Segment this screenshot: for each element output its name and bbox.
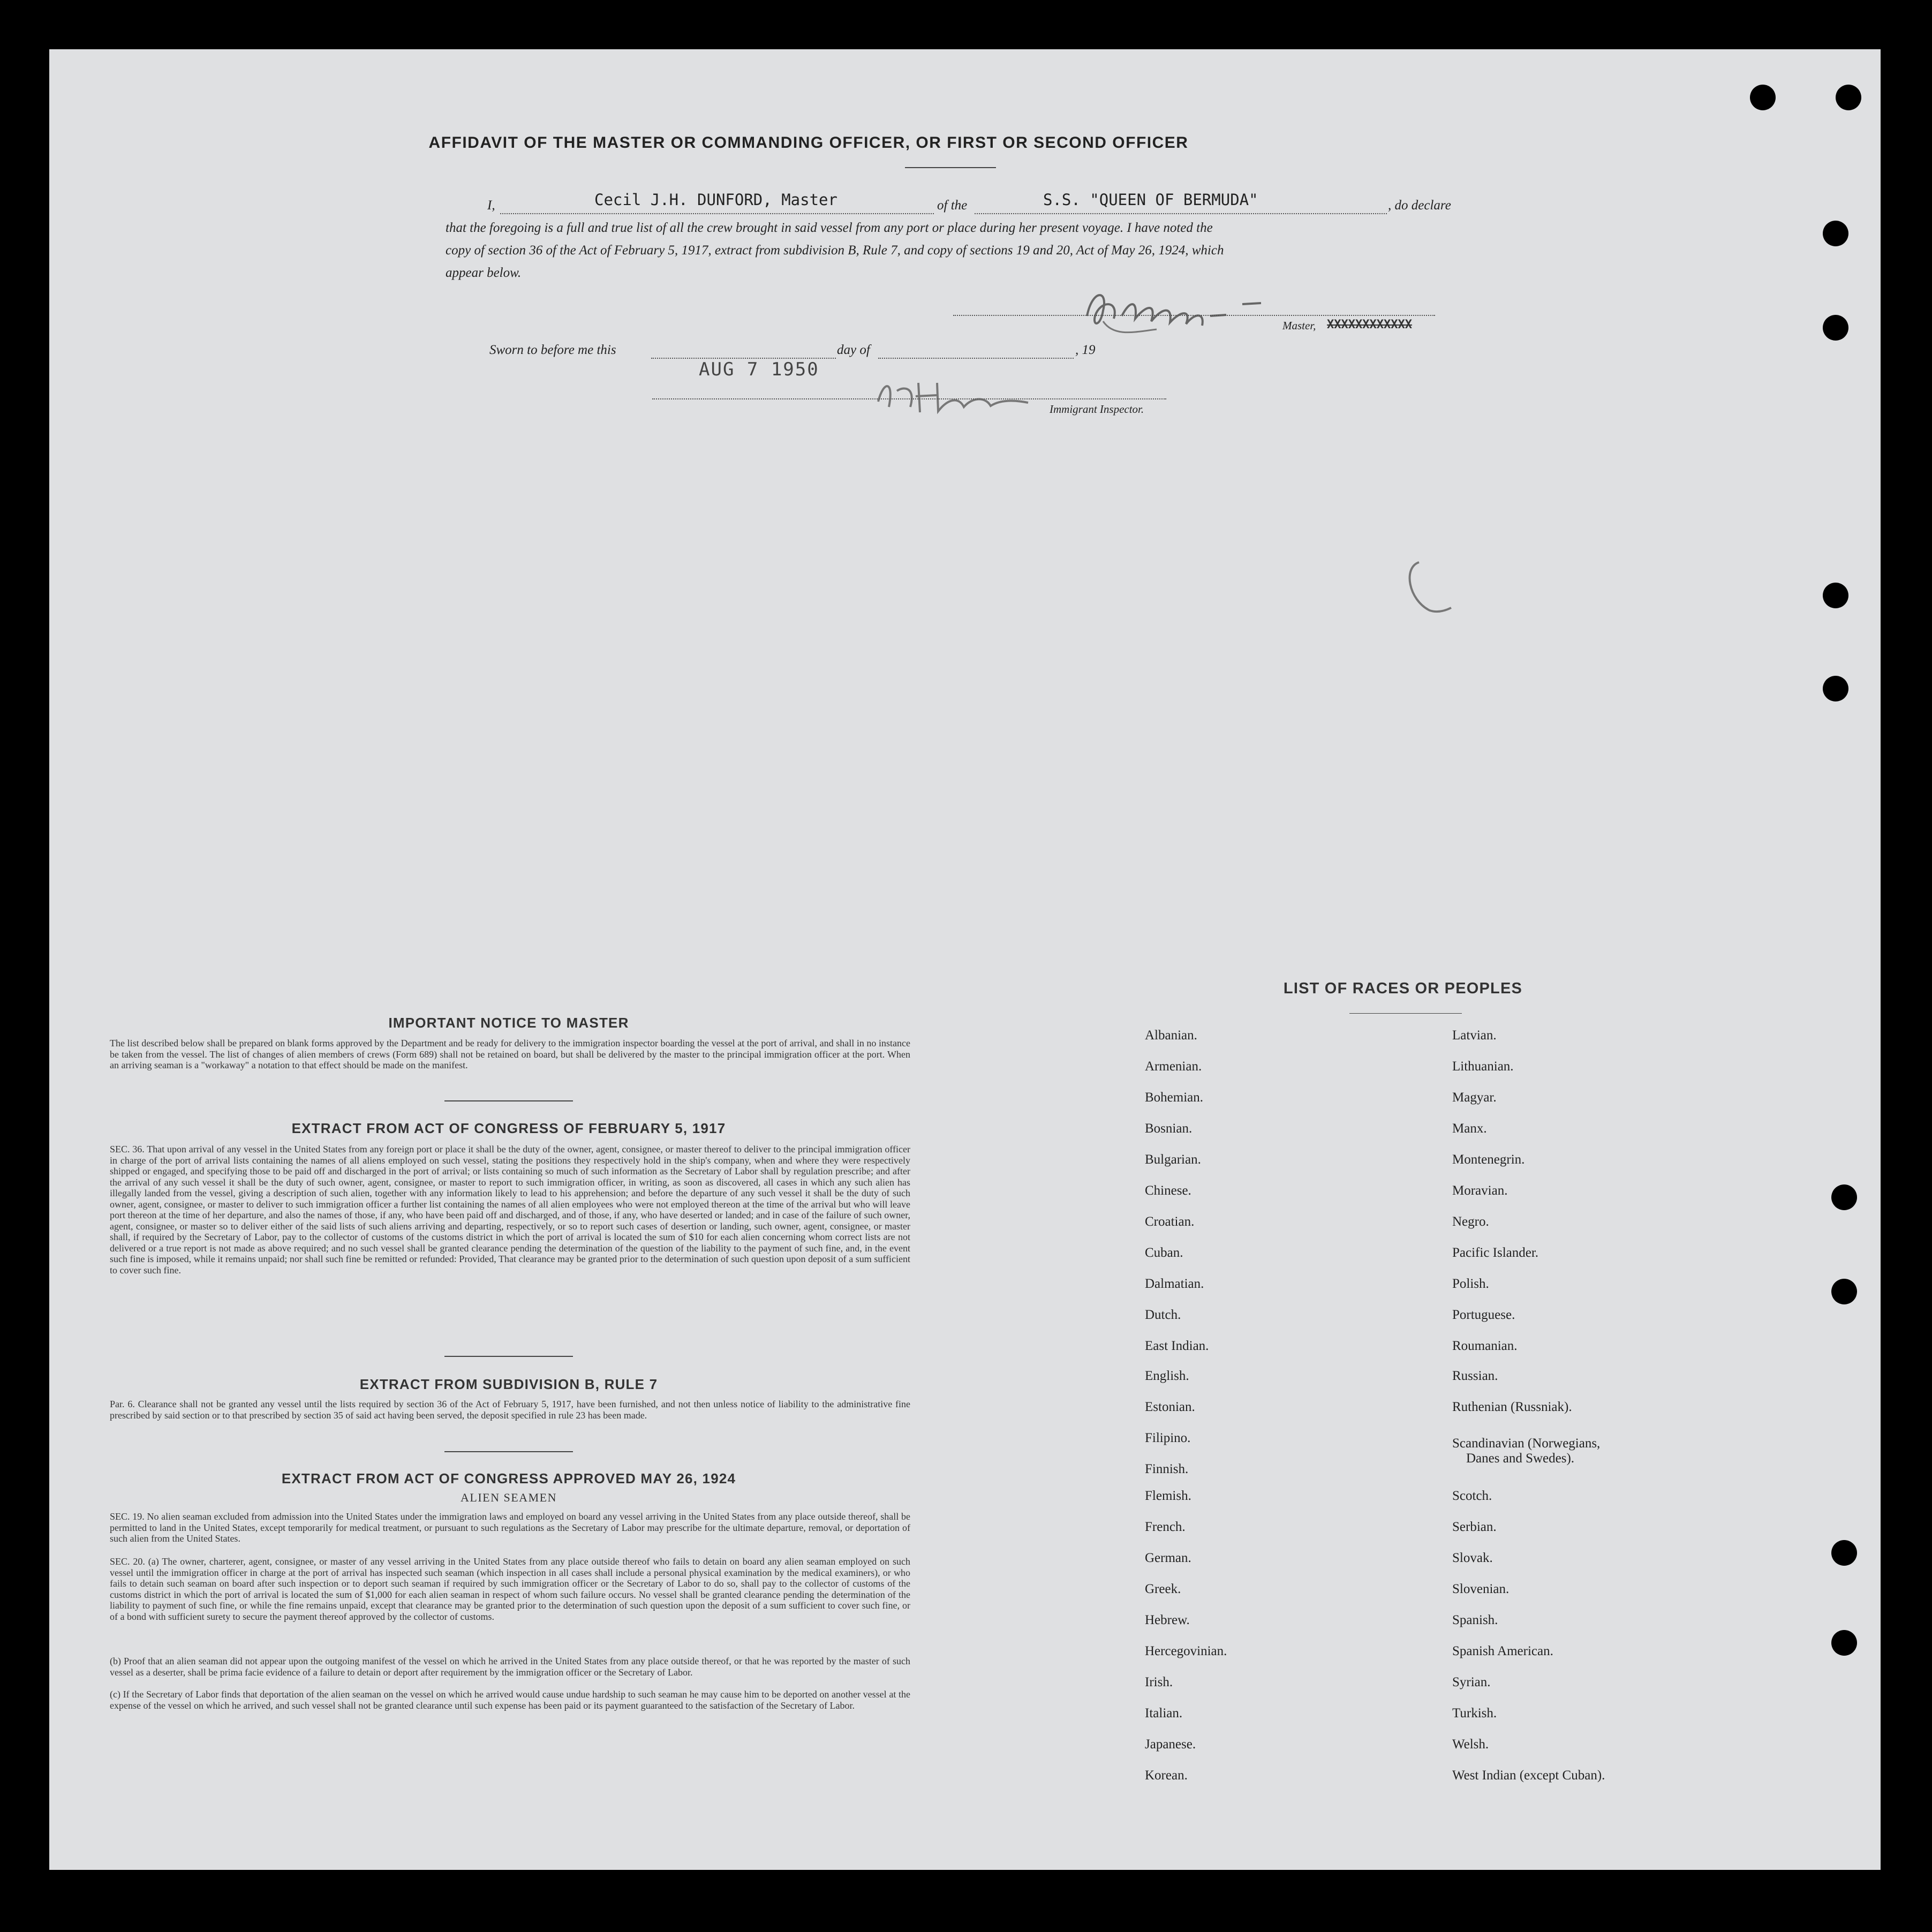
- master-caption-struck: XXXXXXXXXXXX: [1327, 318, 1412, 331]
- master-caption: Master,: [1282, 319, 1316, 332]
- race-item: Moravian.: [1452, 1183, 1508, 1198]
- race-item: Polish.: [1452, 1277, 1489, 1291]
- race-item: Slovenian.: [1452, 1582, 1510, 1596]
- race-item: Hercegovinian.: [1145, 1644, 1227, 1658]
- race-item: Scandinavian (Norwegians,: [1452, 1436, 1601, 1451]
- race-item: Syrian.: [1452, 1675, 1491, 1689]
- punch-hole: [1823, 676, 1848, 701]
- punch-hole: [1823, 221, 1848, 246]
- race-item: Irish.: [1145, 1675, 1173, 1689]
- race-item: Spanish.: [1452, 1613, 1498, 1627]
- races-heading: LIST OF RACES OR PEOPLES: [1283, 980, 1523, 997]
- master-signature-line: [953, 315, 1435, 316]
- race-item: Armenian.: [1145, 1059, 1202, 1074]
- punch-hole: [1831, 1540, 1857, 1566]
- vessel-line: [975, 213, 1387, 214]
- notice-heading: IMPORTANT NOTICE TO MASTER: [388, 1015, 629, 1031]
- sworn-label: Sworn to before me this: [489, 343, 616, 357]
- act1924-sec20a: SEC. 20. (a) The owner, charterer, agent, consignee, or master of any vessel arriving in the United States from any place outside thereof who fails to detain on board any alien seaman employed on such vessel until the immigration officer in charge at the port of arrival has inspected such seaman (which inspection in all cases shall include a personal physical examination by the medical examiners), or who fails to detain such seaman on board after such inspection or to deport such seaman if required by such immigration officer or the Secretary of Labor to do so, shall pay to the collector of customs of the customs district in which the port of arrival is located the sum of $1,000 for each alien seaman in respect of whom such failure occurs. No vessel shall be granted clearance pending the determination of the liability to payment of such fine, or while the fine remains unpaid, except that clearance may be granted prior to the determination of such question upon the deposit of a sum sufficient to cover such fine, or of a bond with sufficient surety to secure the payment thereof approved by the collector of customs.: [110, 1556, 910, 1622]
- race-item: Slovak.: [1452, 1551, 1493, 1565]
- race-item: French.: [1145, 1520, 1186, 1534]
- inspector-signature-line: [652, 398, 1166, 399]
- affidavit-line-2: that the foregoing is a full and true list of all the crew brought in said vessel from any port or place during her present voyage. I have noted the: [446, 221, 1213, 235]
- act1924-sec19: SEC. 19. No alien seaman excluded from admission into the United States under the immigration laws and employed on board any vessel arriving in the United States from any place outside thereof, shall be permitted to land in the United States, except temporarily for medical treatment, or pursuant to such regulations as the Secretary of Labor may prescribe for the ultimate departure, removal, or deportation of such alien from the United States.: [110, 1511, 910, 1544]
- affidavit-do-declare: , do declare: [1388, 198, 1451, 213]
- notice-divider: [444, 1100, 573, 1101]
- sworn-month-line: [878, 358, 1074, 359]
- race-item: Welsh.: [1452, 1737, 1489, 1752]
- race-item: Serbian.: [1452, 1520, 1497, 1534]
- race-item: Pacific Islander.: [1452, 1246, 1539, 1260]
- race-item: West Indian (except Cuban).: [1452, 1768, 1605, 1783]
- race-item: Chinese.: [1145, 1183, 1191, 1198]
- master-name-value: Cecil J.H. DUNFORD, Master: [594, 191, 837, 209]
- title-divider: [905, 167, 996, 168]
- vessel-name-value: S.S. "QUEEN OF BERMUDA": [1043, 191, 1258, 209]
- race-item: Cuban.: [1145, 1246, 1183, 1260]
- affidavit-of-the: of the: [937, 198, 968, 213]
- day-of-label: day of: [837, 343, 870, 357]
- affidavit-line-4: appear below.: [446, 266, 522, 280]
- race-item: Hebrew.: [1145, 1613, 1190, 1627]
- act1924-sec20c: (c) If the Secretary of Labor finds that deportation of the alien seaman on the vessel on which he arrived would cause undue hardship to such seaman he may cause him to be deported on another vessel at the expense of the vessel on which he arrived, and such vessel shall not be granted clearance until such expense has been paid or its payment guaranteed to the satisfaction of the Secretary of Labor.: [110, 1689, 910, 1711]
- date-stamp: AUG 7 1950: [699, 359, 819, 380]
- race-item: Italian.: [1145, 1706, 1183, 1720]
- inspector-caption: Immigrant Inspector.: [1050, 403, 1144, 416]
- stray-mark: [1398, 557, 1462, 621]
- notice-text: The list described below shall be prepared on blank forms approved by the Department and be ready for delivery to the immigration inspector boarding the vessel at the port of arrival, and shall in no instance be taken from the vessel. The list of changes of alien members of crews (Form 689) shall not be retained on board, but shall be delivered by the master to the principal immigration officer at the port. When an arriving seaman is a "workaway" a notation to that effect should be made on the manifest.: [110, 1038, 910, 1070]
- race-item: Danes and Swedes).: [1466, 1451, 1575, 1466]
- master-signature: [1071, 278, 1296, 337]
- race-item: Latvian.: [1452, 1028, 1497, 1043]
- race-item: Lithuanian.: [1452, 1059, 1514, 1074]
- race-item: Finnish.: [1145, 1462, 1189, 1476]
- race-item: Albanian.: [1145, 1028, 1197, 1043]
- act1917-text: SEC. 36. That upon arrival of any vessel in the United States from any foreign port or place it shall be the duty of the owner, agent, consignee, or master thereof to deliver to the principal immigration officer in charge of the port of arrival lists containing the names of all aliens employed on such vessel, stating the positions they respectively hold in the ship's company, when and where they were respectively shipped or engaged, and specifying those to be paid off and discharged in the port of arrival; or lists containing so much of such information as the Secretary of Labor shall by regulation prescribe; and after the arrival of any such vessel it shall be the duty of such owner, agent, consignee, or master to report to such immigration officer, in writing, as soon as discovered, all cases in which any such alien has illegally landed from the vessel, giving a description of such alien, together with any information likely to lead to his apprehension; and before the departure of any such vessel it shall be the duty of such owner, agent, consignee, or master to deliver to such immigration officer a further list containing the names of all alien employees who were not employed thereon at the time of the arrival but who will leave port thereon at the time of her departure, and also the names of those, if any, who have been paid off and discharged, and of those, if any, who have deserted or landed; and in case of the failure of such owner, agent, consignee, or master so to deliver either of the said lists of such aliens arriving and departing, respectively, or so to report such cases of desertion or landing, such owner, agent, consignee, or master shall, if required by the Secretary of Labor, pay to the collector of customs of the customs district in which the port of arrival is located the sum of $10 for each alien concerning whom correct lists are not delivered or a true report is not made as above required; and no such vessel shall be granted clearance pending the determination of the question of the liability to the payment of such fine, and, in the event such fine is imposed, while it remains unpaid; nor shall such fine be remitted or refunded: Provided, That clearance may be granted prior to the determination of such question upon deposit of a sum sufficient to cover such fine.: [110, 1144, 910, 1276]
- race-item: English.: [1145, 1369, 1189, 1383]
- affidavit-title: AFFIDAVIT OF THE MASTER OR COMMANDING OFFICER, OR FIRST OR SECOND OFFICER: [428, 134, 1189, 152]
- rule7-heading: EXTRACT FROM SUBDIVISION B, RULE 7: [359, 1376, 658, 1392]
- inspector-signature: [867, 369, 1039, 418]
- race-item: Bulgarian.: [1145, 1152, 1201, 1167]
- race-item: Roumanian.: [1452, 1339, 1518, 1353]
- race-item: Montenegrin.: [1452, 1152, 1525, 1167]
- race-item: Russian.: [1452, 1369, 1498, 1383]
- race-item: Korean.: [1145, 1768, 1188, 1783]
- race-item: Bohemian.: [1145, 1090, 1204, 1105]
- race-item: Portuguese.: [1452, 1308, 1515, 1322]
- race-item: Turkish.: [1452, 1706, 1497, 1720]
- race-item: Croatian.: [1145, 1214, 1195, 1229]
- punch-hole: [1823, 583, 1848, 608]
- punch-hole: [1831, 1279, 1857, 1304]
- punch-hole: [1750, 85, 1776, 110]
- rule7-text: Par. 6. Clearance shall not be granted any vessel until the lists required by section 36 of the Act of February 5, 1917, have been furnished, and not then unless notice of liability to the administrative fine prescribed by said section or to that prescribed by section 35 of said act having been served, the deposit specified in rule 23 has been made.: [110, 1399, 910, 1421]
- affidavit-i: I,: [487, 198, 495, 213]
- race-item: Greek.: [1145, 1582, 1181, 1596]
- act1924-subheading: ALIEN SEAMEN: [461, 1491, 557, 1504]
- race-item: Estonian.: [1145, 1400, 1195, 1414]
- race-item: Ruthenian (Russniak).: [1452, 1400, 1572, 1414]
- race-item: East Indian.: [1145, 1339, 1209, 1353]
- rule7-divider: [444, 1451, 573, 1452]
- act1917-divider: [444, 1356, 573, 1357]
- race-item: Flemish.: [1145, 1489, 1191, 1503]
- act1924-sec20b: (b) Proof that an alien seaman did not appear upon the outgoing manifest of the vessel on which he arrived in the United States from any place outside thereof, or that he was reported by the master of such vessel as a deserter, shall be prima facie evidence of a failure to detain or deport after requirement by the immigration officer or the Secretary of Labor.: [110, 1656, 910, 1678]
- race-item: Dutch.: [1145, 1308, 1181, 1322]
- affidavit-line-3: copy of section 36 of the Act of February 5, 1917, extract from subdivision B, Rule 7, and copy of sections 19 and 20, Act of May 26, 1924, which: [446, 243, 1224, 258]
- race-item: Dalmatian.: [1145, 1277, 1204, 1291]
- act1917-heading: EXTRACT FROM ACT OF CONGRESS OF FEBRUARY 5, 1917: [291, 1120, 726, 1136]
- punch-hole: [1831, 1630, 1857, 1656]
- race-item: Spanish American.: [1452, 1644, 1553, 1658]
- punch-hole: [1836, 85, 1861, 110]
- punch-hole: [1823, 315, 1848, 341]
- race-item: Magyar.: [1452, 1090, 1497, 1105]
- punch-hole: [1831, 1184, 1857, 1210]
- race-item: Negro.: [1452, 1214, 1489, 1229]
- master-name-line: [500, 213, 934, 214]
- year-label: , 19: [1075, 343, 1096, 357]
- race-item: Bosnian.: [1145, 1121, 1193, 1136]
- races-divider: [1349, 1013, 1462, 1014]
- race-item: Japanese.: [1145, 1737, 1196, 1752]
- race-item: Filipino.: [1145, 1431, 1191, 1445]
- act1924-heading: EXTRACT FROM ACT OF CONGRESS APPROVED MAY 26, 1924: [281, 1470, 736, 1486]
- race-item: Scotch.: [1452, 1489, 1492, 1503]
- race-item: Manx.: [1452, 1121, 1487, 1136]
- race-item: German.: [1145, 1551, 1191, 1565]
